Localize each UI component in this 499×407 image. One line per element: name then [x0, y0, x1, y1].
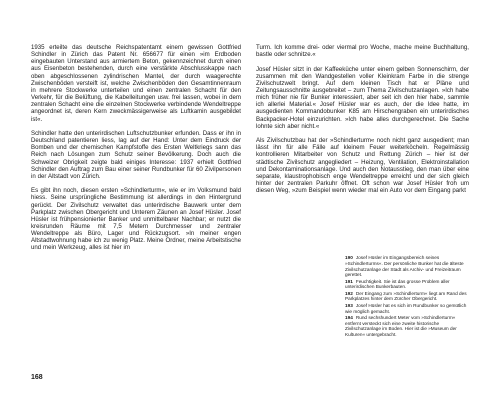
- caption-number: 194: [345, 314, 353, 320]
- body-paragraph: 1935 erteilte das deutsche Reichspatentamt einem gewissen Gottfried Schindler in Zürich das Patent Nr. 656677 für einen »im Erdboden eingebauten Unterstand aus armiertem Beton, gekennzeichnet durch einen aus Eisenbeton bestehenden, durch eine verstärkte Abschlusskappe nach oben abgeschlossenen zylindrischen Mantel, der durch waagerechte Zwischenböden versteift ist, welche Zwischenböden den Gesamtinnenraum in mehrere Stockwerke unterteilen und einen zentralen Schacht für den Verkehr, für die Belüftung, die Kabelleitungen usw. frei lassen, wobei in dem zentralen Schacht eine die einzelnen Stockwerke verbindende Wendeltreppe angeordnet ist, deren Kern zweckmässigerweise als Luftkamin ausgebildet ist«.: [31, 44, 241, 123]
- caption-text: Josef Hüsler hat es sich im Rundbunker so gemütlich wie möglich gemacht.: [345, 302, 467, 314]
- body-paragraph: Als Zivilschutzbau hat der »Schindlerturm« noch nicht ganz ausgedient; man lässt ihn für alle Fälle auf kleinem Feuer weiterköcheln. Regelmässig kontrollieren Mitarbeiter von Schutz und Rettung Zürich – hier ist der städtische Zivilschutz angegliedert – Heizung, Ventilation, Elektroinstallation und Dekontaminationsanlage. Und auch den Notausstieg, den man über eine separate, klaustrophobisch enge Wendeltreppe erreicht und der sich gleich hinter der zentralen Parkuhr öffnet. Oft schon war Josef Hüsler froh um diesen Weg, »zum Beispiel wenn wieder mal ein Auto vor dem Eingang parkt: [256, 137, 469, 195]
- right-text-column: [256, 44, 469, 202]
- left-text-column: [31, 44, 241, 259]
- caption-number: 192: [345, 290, 353, 296]
- caption-item: [345, 303, 467, 315]
- caption-item: [345, 315, 467, 338]
- caption-text: Feuchtigkeit. Sie ist das grosse Problem aller unterirdischen Bunkerbauten.: [345, 278, 450, 290]
- figure-captions: [345, 255, 467, 338]
- page-number: 168: [31, 374, 43, 381]
- caption-text: Der Eingang zum »Schindlerturm« liegt am Rand des Parkplatzes hinter dem Zürcher Obergericht.: [345, 290, 467, 302]
- caption-number: 191: [345, 278, 353, 284]
- body-paragraph: Josef Hüsler sitzt in der Kaffeeküche unter einem gelben Sonnenschirm, der zusammen mit den Wandgestellen voller Kleinkram Farbe in die strenge Zivilschutzwelt bringt. Auf dem kleinen Tisch hat er Pläne und Zeitungsausschnitte ausgebreitet – zum Thema Zivilschutzanlagen. »Ich habe mich früher nie für Bunker interessiert, aber seit ich den hier habe, sammle ich allerlei Material.« Josef Hüsler war es auch, der die Idee hatte, im ausgedienten Kommandobunker K85 am Hirschengraben ein unterirdisches Backpacker-Hotel einzurichten. »Ich habe alles durchgerechnet. Die Sache lohnte sich aber nicht.«: [256, 65, 469, 130]
- caption-text: Rund sechshundert Meter vom »Schindlerturm« entfernt versteckt sich eine zweite historische Zivilschutzanlage im Boden. Hier ist die »Museum der Kulturen« untergebracht.: [345, 314, 457, 338]
- body-paragraph: Es gibt ihn noch, diesen ersten »Schindlerturm«, wie er im Volksmund bald hiess. Seine ursprüngliche Bestimmung ist allerdings in den Hintergrund gerückt. Der Zivilschutz verwaltet das unterirdische Bauwerk unter dem Parkplatz zwischen Obergericht und Unterem Zäunen an Josef Hüsler. Josef Hüsler ist frühpensionierter Banker und unmittelbarer Nachbar; er nutzt die kreisrunden Räume mit 7,5 Metern Durchmesser und zentraler Wendeltreppe als Büro, Lager und Rückzugsort. »In meiner engen Altstadtwohnung habe ich zu wenig Platz. Meine Ordner, meine Arbeitstische und mein Werkzeug, alles ist hier im: [31, 187, 241, 252]
- caption-item: [345, 291, 467, 303]
- caption-number: 193: [345, 302, 353, 308]
- caption-number: 190: [345, 255, 353, 260]
- caption-text: Josef Hüsler im Eingangsbereich seines »Schindlerturms«. Der persönliche Bunker hat die älteste Zivilschutzanlage der Stadt als Archiv- und Freizeitraum gerettet.: [345, 255, 464, 278]
- caption-item: [345, 255, 467, 278]
- body-paragraph: Turm. Ich komme drei- oder viermal pro Woche, mache meine Buchhaltung, bastle oder schnitze.«: [256, 44, 469, 59]
- caption-item: [345, 279, 467, 291]
- body-paragraph: Schindler hatte den unterirdischen Luftschutzbunker erfunden. Dass er ihn in Deutschland patentieren liess, lag auf der Hand: Unter dem Eindruck der Bomben und der chemischen Kampfstoffe des Ersten Weltkriegs sann das Reich nach Lösungen zum Schutz seiner Bevölkerung. Doch auch die Schweizer Obrigkeit zeigte bald einiges Interesse: 1937 erhielt Gottfried Schindler den Auftrag zum Bau einer seiner Rundbunker für 60 Zivilpersonen in der Altstadt von Zürich.: [31, 129, 241, 180]
